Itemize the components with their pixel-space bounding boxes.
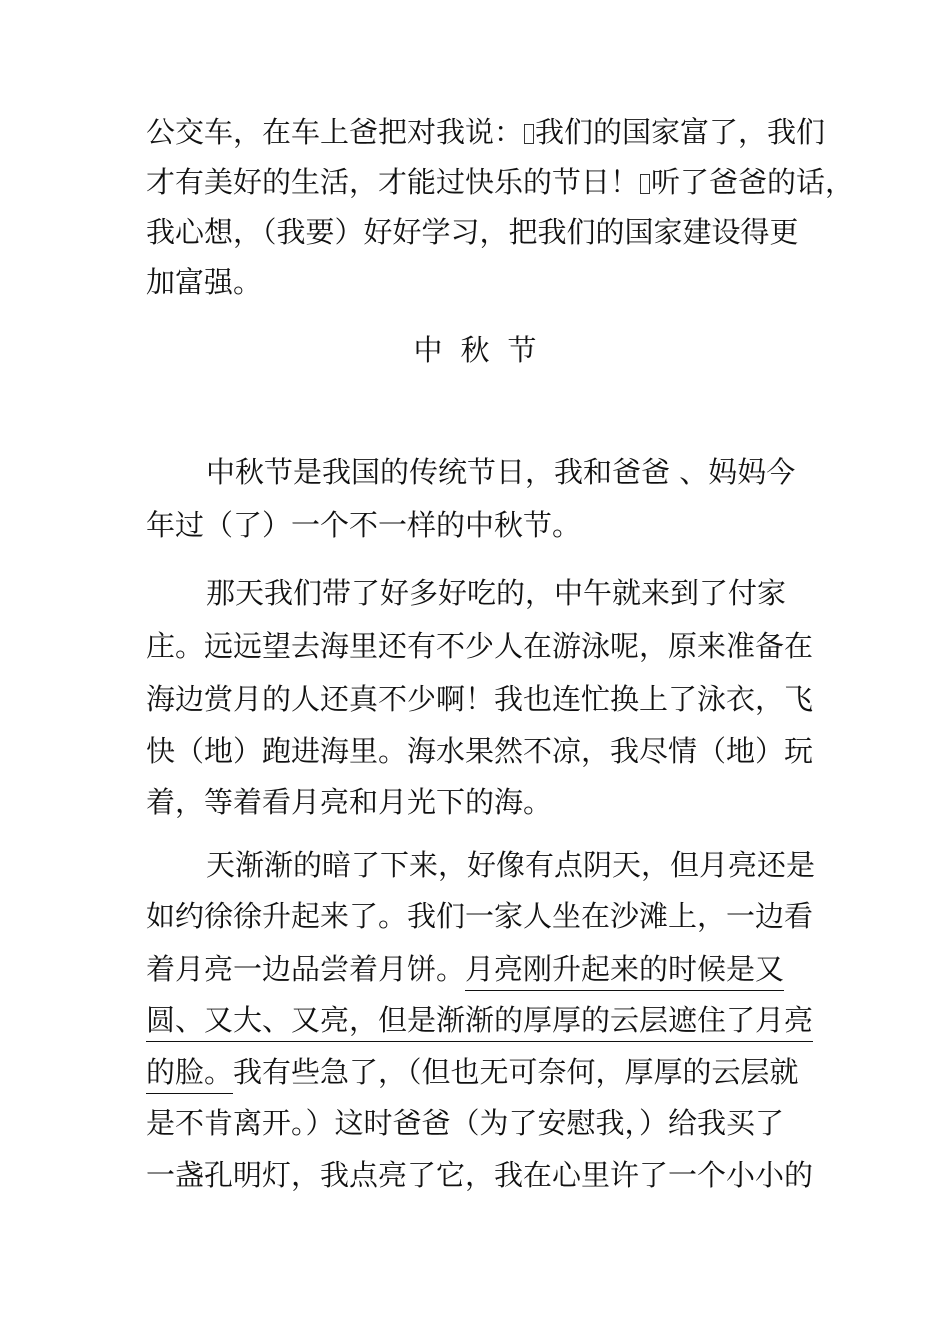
text-line: 天渐渐的暗了下来，好像有点阴天，但月亮还是 xyxy=(206,848,816,882)
text-line: 一盏孔明灯，我点亮了它，我在心里许了一个小小的 xyxy=(146,1158,814,1192)
text-span: 听了爸爸的话， xyxy=(651,165,855,199)
missing-glyph-icon xyxy=(524,124,534,144)
text-line xyxy=(146,162,855,202)
underlined-text: 圆、又大、又亮，但是渐渐的厚厚的云层遮住了月亮 xyxy=(146,1003,813,1042)
text-line xyxy=(146,1000,814,1040)
text-line: 中秋节是我国的传统节日，我和爸爸 、妈妈今 xyxy=(206,455,796,489)
underlined-text: 月亮刚升起来的时候是又 xyxy=(465,952,784,991)
text-line: 海边赏月的人还真不少啊！我也连忙换上了泳衣，飞 xyxy=(146,682,814,716)
text-line xyxy=(146,112,826,152)
essay-title: 中秋节 xyxy=(413,333,555,367)
text-line: 是不肯离开。）这时爸爸（为了安慰我，）给我买了 xyxy=(146,1106,785,1140)
text-line: 快（地）跑进海里。海水果然不凉，我尽情（地）玩 xyxy=(146,734,814,768)
text-span: 着月亮一边品尝着月饼。 xyxy=(146,952,466,986)
text-line xyxy=(146,949,806,989)
text-line: 年过（了）一个不一样的中秋节。 xyxy=(146,508,582,542)
text-span: 我有些急了，（但也无可奈何，厚厚的云层就 xyxy=(233,1055,799,1089)
text-line: 我心想，（我要）好好学习，把我们的国家建设得更 xyxy=(146,215,799,249)
text-line: 那天我们带了好多好吃的，中午就来到了付家 xyxy=(206,576,787,610)
text-line xyxy=(146,1052,806,1092)
missing-glyph-icon xyxy=(640,174,650,194)
underlined-text: 的脸。 xyxy=(146,1055,233,1094)
text-span: 才有美好的生活，才能过快乐的节日！ xyxy=(146,165,640,199)
text-span: 我们的国家富了，我们 xyxy=(535,115,826,149)
text-line: 着，等着看月亮和月光下的海。 xyxy=(146,785,553,819)
text-line: 如约徐徐升起来了。我们一家人坐在沙滩上，一边看 xyxy=(146,899,814,933)
text-line: 加富强。 xyxy=(146,265,263,299)
text-span: 公交车，在车上爸把对我说： xyxy=(146,115,524,149)
text-line: 庄。远远望去海里还有不少人在游泳呢，原来准备在 xyxy=(146,629,814,663)
